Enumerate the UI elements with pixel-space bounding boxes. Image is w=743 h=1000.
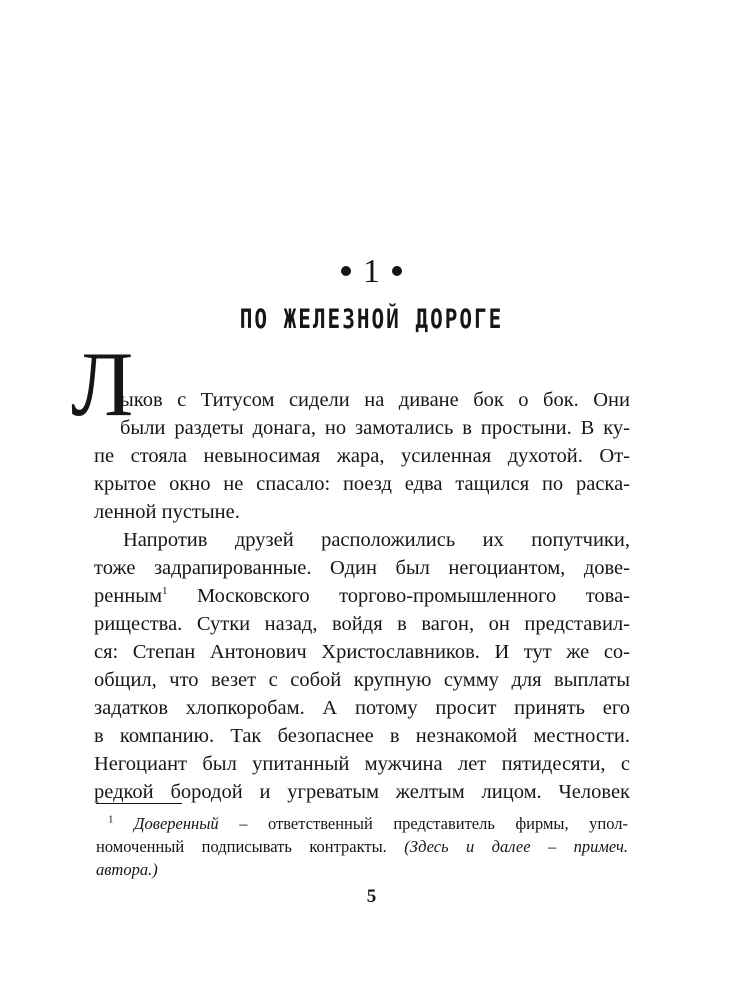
text-line: пе стояла невыносимая жара, усиленная духотой. От- (94, 445, 630, 467)
page-number: 5 (366, 886, 377, 907)
footnote-text: – ответственный представитель фирмы, упол- (218, 814, 628, 833)
footnote-note: (Здесь и далее – примеч. (404, 837, 629, 856)
footnote-mark: 1 (162, 585, 168, 598)
chapter-number (0, 250, 743, 294)
footnote-line (96, 858, 628, 881)
text-line: рищества. Сутки назад, войдя в вагон, он представил- (94, 613, 630, 635)
footnote-term: Доверенный (134, 814, 219, 833)
bullet-right (392, 266, 402, 276)
chapter-number-text: 1 (363, 253, 380, 290)
text-line-with-footnote (94, 582, 630, 610)
text-line: ся: Степан Антонович Христославников. И тут же со- (94, 641, 630, 663)
footnote-line (96, 835, 628, 858)
footnote-note: автора.) (96, 860, 158, 879)
text-line: задатков хлопкоробам. А потому просит принять его (94, 697, 630, 719)
bullet-left (341, 266, 351, 276)
footnote-divider (96, 803, 182, 804)
text-fragment: ренным (94, 585, 163, 607)
text-line: ыков с Титусом сидели на диване бок о бок. Они (120, 389, 630, 411)
footnote-number: 1 (108, 813, 114, 826)
text-line: ленной пустыне. (94, 501, 240, 523)
text-line: в компанию. Так безопаснее в незнакомой местности. (94, 725, 630, 747)
text-line: общил, что везет с собой крупную сумму для выплаты (94, 669, 630, 691)
text-line: Напротив друзей расположились их попутчики, (123, 529, 630, 551)
drop-cap: Л (71, 333, 134, 435)
text-fragment: Московского торгово-промышленного това- (196, 585, 630, 607)
text-line: были раздеты донага, но замотались в простыни. В ку- (120, 417, 630, 439)
footnote-line (108, 812, 628, 835)
text-line: Негоциант был упитанный мужчина лет пятидесяти, с (94, 753, 630, 775)
text-line: крытое окно не спасало: поезд едва тащился по раска- (94, 473, 630, 495)
footnote-text: номоченный подписывать контракты. (96, 837, 405, 856)
chapter-title: ПО ЖЕЛЕЗНОЙ ДОРОГЕ (239, 304, 504, 334)
text-line: тоже задрапированные. Один был негоциантом, дове- (94, 557, 630, 579)
text-line: редкой бородой и угреватым желтым лицом. Человек (94, 781, 630, 803)
